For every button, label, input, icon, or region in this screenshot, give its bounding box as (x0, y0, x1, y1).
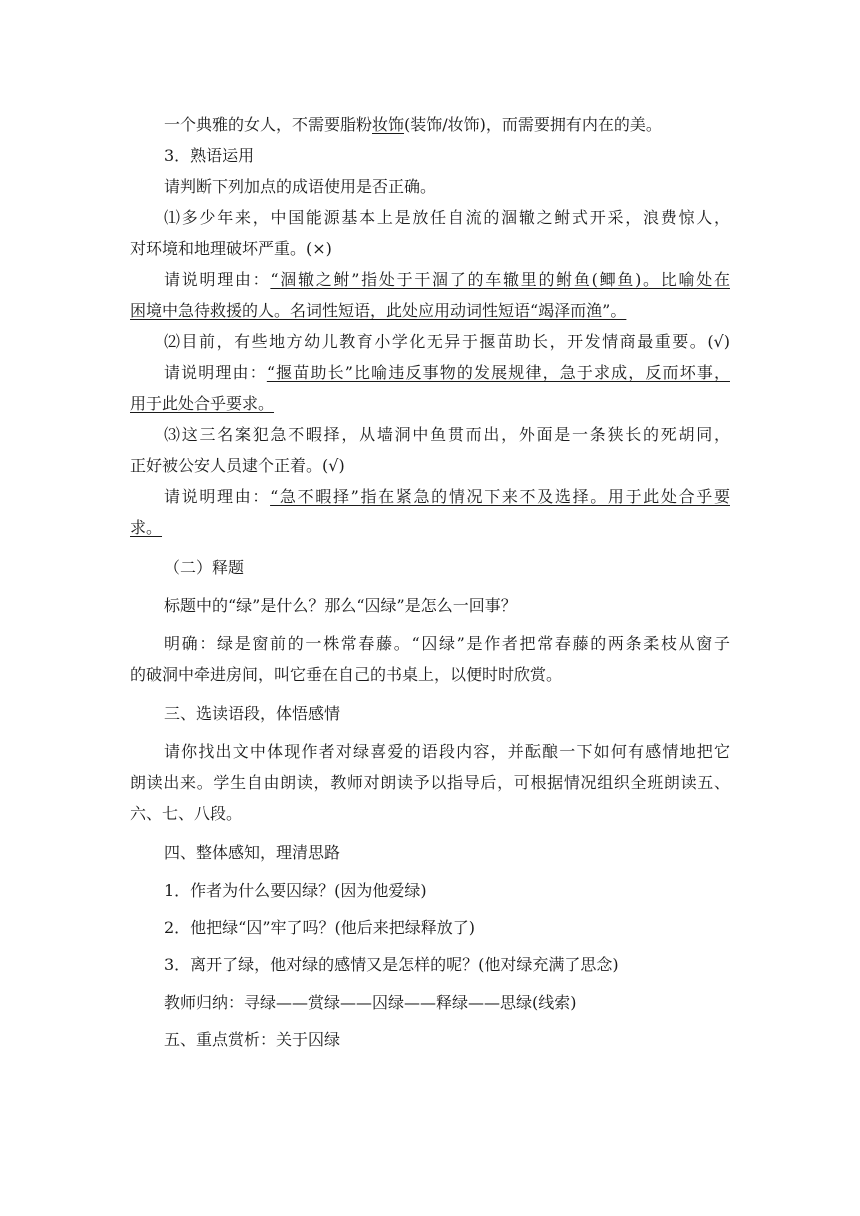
reason-3 (164, 486, 730, 508)
text-line: 朗读出来。学生自由朗读，教师对朗读予以指导后，可根据情况组织全班朗读五、 (130, 773, 730, 792)
reason-label: 请说明理由： (164, 270, 271, 289)
text-line: 六、七、八段。 (130, 804, 243, 823)
reason-1 (164, 269, 730, 291)
list-item: 2．他把绿“囚”牢了吗？(他后来把绿释放了) (164, 918, 476, 937)
reason-answer: “急不暇择”指在紧急的情况下来不及选择。用于此处合乎要 (270, 487, 730, 506)
section-heading: 四、整体感知，理清思路 (164, 843, 341, 862)
list-item: 1．作者为什么要囚绿？(因为他爱绿) (164, 881, 427, 900)
reason-answer: “涸辙之鲋”指处于干涸了的车辙里的鲋鱼(鲫鱼)。比喻处在 (270, 270, 730, 289)
text-segment: 一个典雅的女人，不需要脂粉 (164, 115, 373, 134)
text-line: 标题中的“绿”是什么？那么“囚绿”是怎么一回事？ (164, 596, 517, 615)
text-line: 请判断下列加点的成语使用是否正确。 (164, 177, 437, 196)
text-line: 明确：绿是窗前的一株常春藤。“囚绿”是作者把常春藤的两条柔枝从窗子 (164, 634, 730, 653)
section-heading: （二）释题 (164, 558, 245, 577)
reason-3-cont: 求。 (130, 518, 163, 537)
underlined-word: 妆饰 (372, 115, 405, 134)
question-2: ⑵目前，有些地方幼儿教育小学化无异于揠苗助长，开发情商最重要。(√) (164, 332, 730, 351)
reason-answer: “揠苗助长”比喻违反事物的发展规律，急于求成，反而坏事， (266, 363, 730, 382)
reason-1-cont: 困境中急待救援的人。名词性短语，此处应用动词性短语“竭泽而渔”。 (130, 301, 627, 320)
question-1-cont: 对环境和地理破坏严重。(×) (130, 239, 332, 258)
text-segment: (装饰/妆饰)，而需要拥有内在的美。 (404, 115, 662, 134)
question-3: ⑶这三名案犯急不暇择，从墙洞中鱼贯而出，外面是一条狭长的死胡同， (164, 425, 730, 444)
text-line: 教师归纳：寻绿——赏绿——囚绿——释绿——思绿(线索) (164, 993, 577, 1012)
reason-label: 请说明理由： (164, 487, 271, 506)
question-3-cont: 正好被公安人员逮个正着。(√) (130, 456, 345, 475)
section-heading: 3．熟语运用 (164, 146, 255, 165)
section-heading: 三、选读语段，体悟感情 (164, 704, 341, 723)
text-line: 的破洞中牵进房间，叫它垂在自己的书桌上，以便时时欣赏。 (130, 665, 563, 684)
text-line: 请你找出文中体现作者对绿喜爱的语段内容，并酝酿一下如何有感情地把它 (164, 742, 730, 761)
list-item: 3．离开了绿，他对绿的感情又是怎样的呢？(他对绿充满了思念) (164, 955, 619, 974)
text-line (164, 114, 730, 136)
reason-2-cont: 用于此处合乎要求。 (130, 394, 275, 413)
question-1: ⑴多少年来，中国能源基本上是放任自流的涸辙之鲋式开采，浪费惊人， (164, 208, 730, 227)
reason-2 (164, 362, 730, 384)
section-heading: 五、重点赏析：关于囚绿 (164, 1030, 341, 1049)
reason-label: 请说明理由： (164, 363, 267, 382)
